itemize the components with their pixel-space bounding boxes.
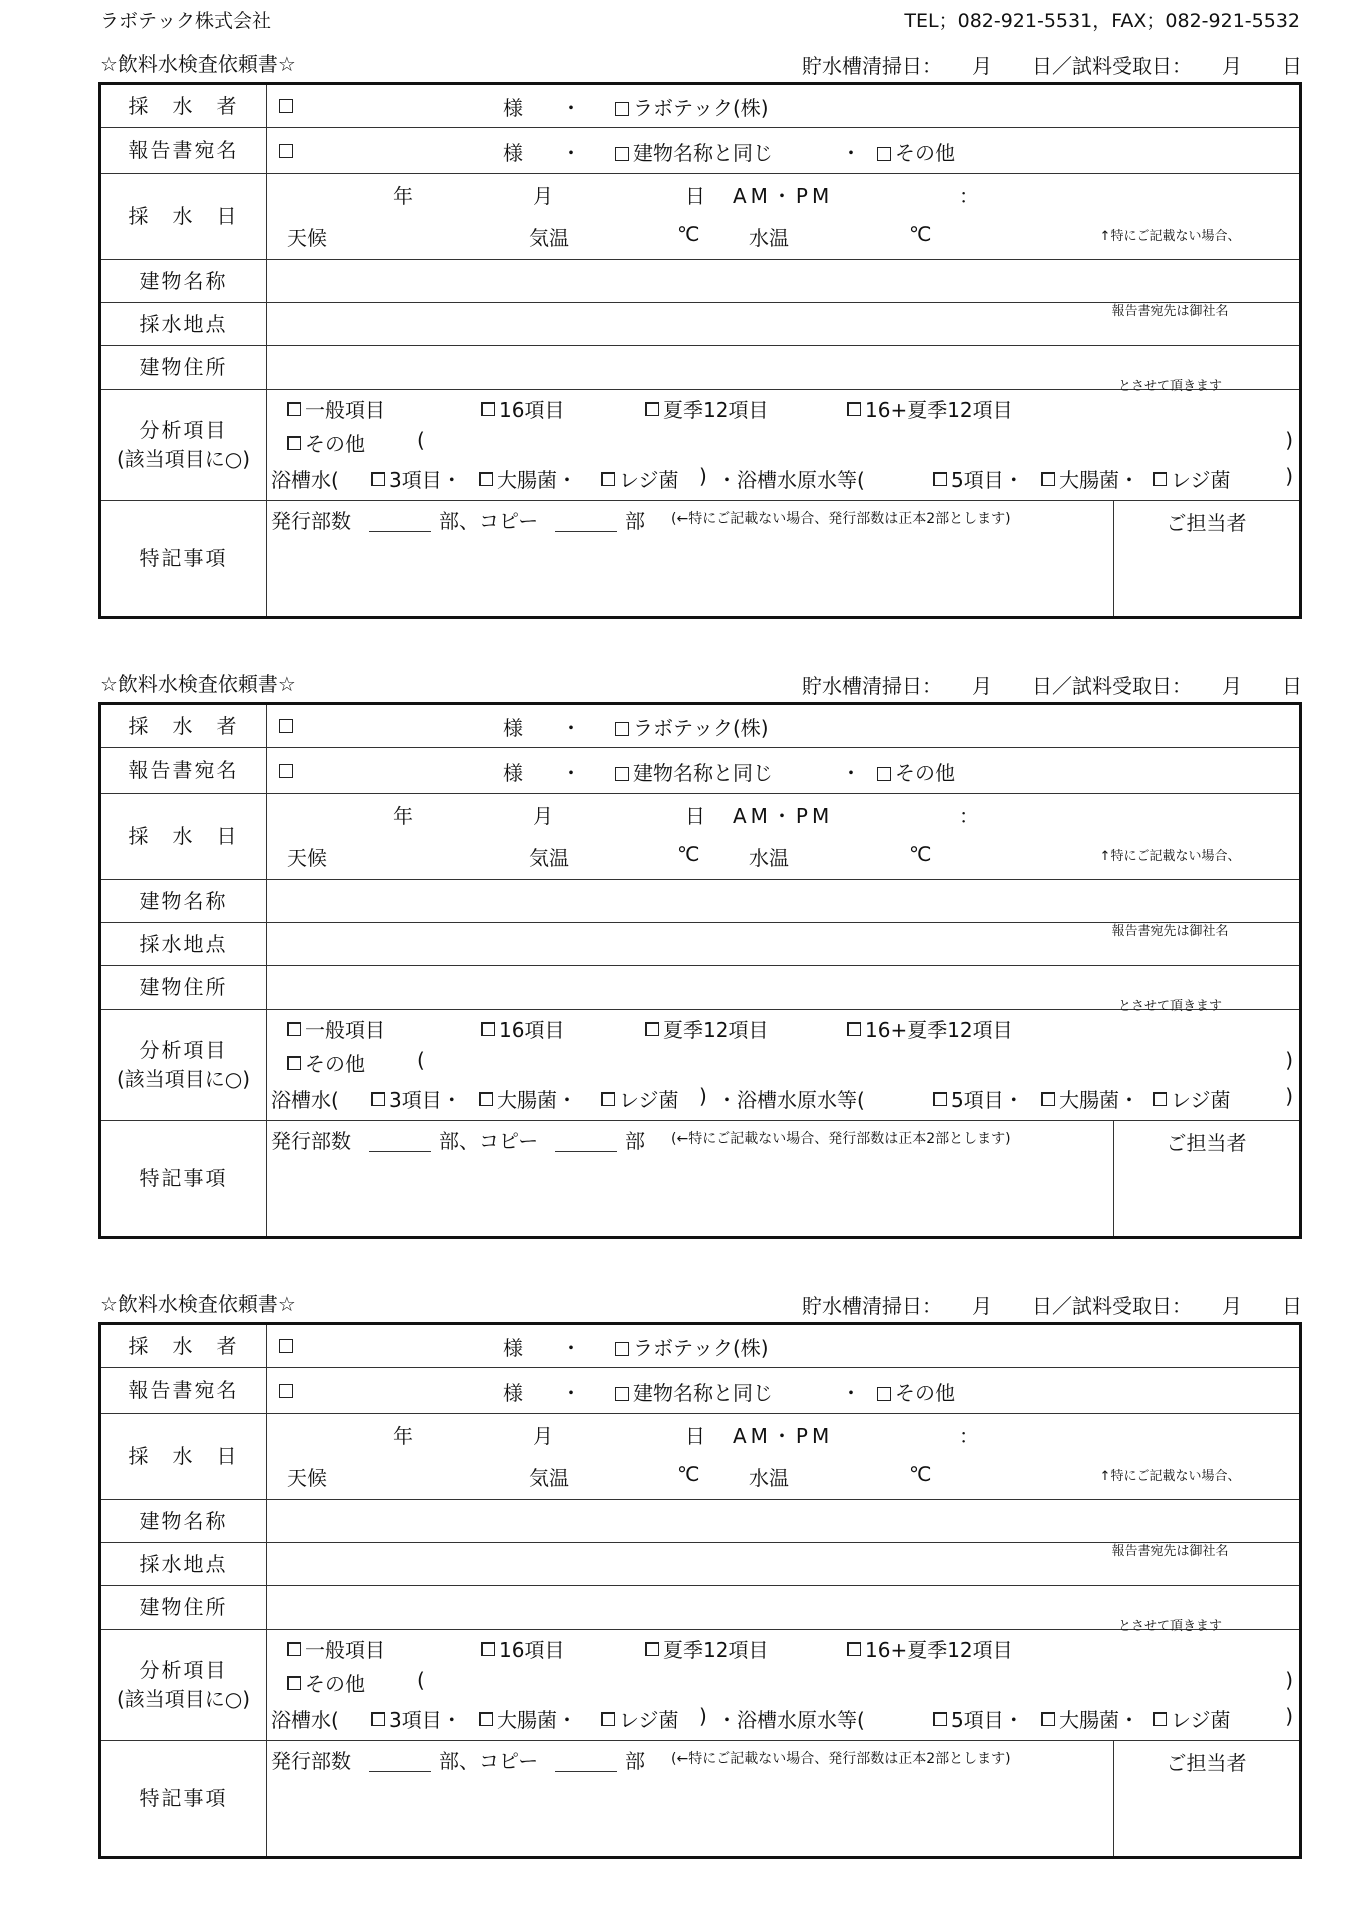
source-items5-option: 5項目・: [951, 468, 1024, 492]
form-title: ☆飲料水検査依頼書☆: [100, 52, 296, 76]
notes-row: [101, 1740, 1299, 1856]
water-temp-unit: ℃: [909, 842, 932, 866]
other-close-paren: ): [1285, 1668, 1293, 1692]
building-name-input[interactable]: [267, 1500, 1299, 1542]
sampling-date-label: 採 水 日: [101, 794, 267, 879]
copies-unit: 部、コピー: [439, 1749, 539, 1773]
sampling-point-row: [101, 302, 1299, 345]
person-in-charge-cell[interactable]: [1113, 1741, 1299, 1856]
same-as-building-checkbox[interactable]: [615, 1387, 629, 1401]
bath-water-label: 浴槽水(: [271, 468, 339, 492]
same-as-building-checkbox[interactable]: [615, 147, 629, 161]
report-default-note: ↑特にご記載ない場合、 報告書宛先は御社名 とさせて頂きます: [1099, 229, 1241, 394]
copies-label: 発行部数: [271, 1749, 351, 1773]
source-legionella-checkbox[interactable]: [1153, 1712, 1167, 1726]
sampler-row: [101, 85, 1299, 127]
sampler-sama: 様: [503, 96, 523, 120]
copy-count-input[interactable]: [555, 1129, 617, 1152]
source-ecoli-option: 大腸菌・: [1059, 468, 1139, 492]
cleaning-receipt-dates: 貯水槽清掃日： 月 日／試料受取日： 月 日: [802, 1294, 1302, 1318]
items16-summer12-option: 16+夏季12項目: [865, 1638, 1013, 1662]
air-temp-unit: ℃: [677, 222, 700, 246]
copies-hint: (←特にご記載ない場合、発行部数は正本2部とします): [671, 1131, 1011, 1147]
month-field: 月: [533, 804, 553, 828]
copies-unit: 部、コピー: [439, 1129, 539, 1153]
request-form: [98, 44, 1302, 619]
bath-water-label: 浴槽水(: [271, 1088, 339, 1112]
general-items-checkbox[interactable]: [287, 1642, 301, 1656]
sampler-dot: ・: [561, 96, 581, 120]
sampler-label: 採 水 者: [101, 85, 267, 127]
sampler-dot: ・: [561, 716, 581, 740]
person-in-charge-cell[interactable]: [1113, 1121, 1299, 1236]
cleaning-receipt-dates: 貯水槽清掃日： 月 日／試料受取日： 月 日: [802, 674, 1302, 698]
items16-option: 16項目: [499, 1018, 565, 1042]
bath-ecoli-option: 大腸菌・: [497, 468, 577, 492]
sampling-point-input[interactable]: [267, 923, 1299, 965]
items16-checkbox[interactable]: [481, 1022, 495, 1036]
report-other-checkbox[interactable]: [877, 1387, 891, 1401]
building-name-label: 建物名称: [101, 1500, 267, 1542]
sampler-name-checkbox[interactable]: [279, 1339, 293, 1353]
bath-source-label: ・浴槽水原水等(: [717, 1708, 865, 1732]
year-field: 年: [393, 184, 413, 208]
bath-source-label: ・浴槽水原水等(: [717, 1088, 865, 1112]
analysis-other-checkbox[interactable]: [287, 1056, 301, 1070]
bath-items3-option: 3項目・: [389, 1088, 462, 1112]
sampler-row: [101, 705, 1299, 747]
report-other-option: その他: [895, 761, 955, 785]
building-address-input[interactable]: [267, 966, 1299, 1009]
copy-count-input[interactable]: [555, 509, 617, 532]
sampling-date-label: 採 水 日: [101, 1414, 267, 1499]
person-in-charge-label: ご担当者: [1166, 511, 1247, 535]
building-name-input[interactable]: [267, 260, 1299, 302]
form-grid: [98, 702, 1302, 1239]
bath-legionella-option: レジ菌: [619, 1708, 679, 1732]
bath-legionella-option: レジ菌: [619, 468, 679, 492]
summer12-option: 夏季12項目: [663, 1018, 769, 1042]
source-items5-checkbox[interactable]: [933, 1712, 947, 1726]
report-dot: ・: [561, 1381, 581, 1405]
sampler-name-checkbox[interactable]: [279, 99, 293, 113]
building-address-label: 建物住所: [101, 1586, 267, 1629]
source-ecoli-option: 大腸菌・: [1059, 1708, 1139, 1732]
other-close-paren: ): [1285, 1048, 1293, 1072]
source-items5-option: 5項目・: [951, 1088, 1024, 1112]
source-ecoli-checkbox[interactable]: [1041, 1712, 1055, 1726]
air-temp-unit: ℃: [677, 1462, 700, 1486]
building-name-input[interactable]: [267, 880, 1299, 922]
building-name-label: 建物名称: [101, 880, 267, 922]
report-sama: 様: [503, 761, 523, 785]
bath-items3-option: 3項目・: [389, 1708, 462, 1732]
sampling-point-input[interactable]: [267, 1543, 1299, 1585]
same-as-building-option: 建物名称と同じ: [633, 1381, 773, 1405]
items16-summer12-checkbox[interactable]: [847, 1022, 861, 1036]
analysis-other-option: その他: [305, 432, 365, 456]
bath-items3-checkbox[interactable]: [371, 1092, 385, 1106]
analysis-other-checkbox[interactable]: [287, 1676, 301, 1690]
bath-close-paren: ): [699, 1704, 707, 1728]
general-items-option: 一般項目: [305, 1018, 385, 1042]
analysis-other-option: その他: [305, 1052, 365, 1076]
source-ecoli-option: 大腸菌・: [1059, 1088, 1139, 1112]
source-items5-checkbox[interactable]: [933, 1092, 947, 1106]
bath-items3-checkbox[interactable]: [371, 1712, 385, 1726]
other-open-paren: (: [417, 428, 425, 452]
labotech-option: ラボテック(株): [633, 716, 769, 740]
items16-summer12-checkbox[interactable]: [847, 402, 861, 416]
water-temp-unit: ℃: [909, 222, 932, 246]
report-other-checkbox[interactable]: [877, 767, 891, 781]
report-row: [101, 747, 1299, 793]
labotech-checkbox[interactable]: [615, 1342, 629, 1356]
summer12-checkbox[interactable]: [645, 402, 659, 416]
building-address-input[interactable]: [267, 1586, 1299, 1629]
form-grid: [98, 82, 1302, 619]
general-items-checkbox[interactable]: [287, 402, 301, 416]
general-items-option: 一般項目: [305, 1638, 385, 1662]
sampler-name-checkbox[interactable]: [279, 719, 293, 733]
bath-close-paren: ): [699, 464, 707, 488]
source-legionella-option: レジ菌: [1171, 468, 1231, 492]
time-colon: ：: [959, 184, 979, 208]
sampling-date-label: 採 水 日: [101, 174, 267, 259]
labotech-checkbox[interactable]: [615, 722, 629, 736]
company-name: ラボテック株式会社: [100, 10, 272, 32]
form-title: ☆飲料水検査依頼書☆: [100, 672, 296, 696]
bath-ecoli-checkbox[interactable]: [479, 472, 493, 486]
report-row: [101, 1367, 1299, 1413]
analysis-label: 分析項目 (該当項目に○): [101, 1010, 267, 1120]
report-dot: ・: [561, 761, 581, 785]
source-close-paren: ): [1285, 464, 1293, 488]
sampler-dot: ・: [561, 1336, 581, 1360]
copy-unit: 部: [625, 1129, 645, 1153]
other-close-paren: ): [1285, 428, 1293, 452]
bath-ecoli-option: 大腸菌・: [497, 1088, 577, 1112]
copies-hint: (←特にご記載ない場合、発行部数は正本2部とします): [671, 511, 1011, 527]
contact-info: TEL；082-921-5531，FAX；082-921-5532: [904, 10, 1300, 32]
report-label: 報告書宛名: [101, 1368, 267, 1413]
bath-legionella-option: レジ菌: [619, 1088, 679, 1112]
cleaning-receipt-dates: 貯水槽清掃日： 月 日／試料受取日： 月 日: [802, 54, 1302, 78]
other-open-paren: (: [417, 1048, 425, 1072]
person-in-charge-label: ご担当者: [1166, 1131, 1247, 1155]
copy-count-input[interactable]: [555, 1749, 617, 1772]
general-items-option: 一般項目: [305, 398, 385, 422]
same-as-building-option: 建物名称と同じ: [633, 761, 773, 785]
analysis-row: [101, 1629, 1299, 1740]
bath-ecoli-option: 大腸菌・: [497, 1708, 577, 1732]
sampling-point-row: [101, 1542, 1299, 1585]
day-field: 日: [685, 184, 705, 208]
sampling-point-label: 採水地点: [101, 923, 267, 965]
sampler-row: [101, 1325, 1299, 1367]
form-title: ☆飲料水検査依頼書☆: [100, 1292, 296, 1316]
report-other-option: その他: [895, 141, 955, 165]
copies-unit: 部、コピー: [439, 509, 539, 533]
report-name-checkbox[interactable]: [279, 764, 293, 778]
form-grid: [98, 1322, 1302, 1859]
notes-row: [101, 1120, 1299, 1236]
report-label: 報告書宛名: [101, 748, 267, 793]
request-form: [98, 1284, 1302, 1859]
source-close-paren: ): [1285, 1084, 1293, 1108]
copies-count-input[interactable]: [369, 1749, 431, 1772]
page-header: [100, 6, 1300, 36]
year-field: 年: [393, 1424, 413, 1448]
copies-hint: (←特にご記載ない場合、発行部数は正本2部とします): [671, 1751, 1011, 1767]
year-field: 年: [393, 804, 413, 828]
time-colon: ：: [959, 1424, 979, 1448]
sampling-point-row: [101, 922, 1299, 965]
items16-option: 16項目: [499, 1638, 565, 1662]
report-name-checkbox[interactable]: [279, 1384, 293, 1398]
report-dot: ・: [561, 141, 581, 165]
day-field: 日: [685, 804, 705, 828]
bath-items3-option: 3項目・: [389, 468, 462, 492]
analysis-label: 分析項目 (該当項目に○): [101, 1630, 267, 1740]
items16-summer12-option: 16+夏季12項目: [865, 398, 1013, 422]
items16-summer12-option: 16+夏季12項目: [865, 1018, 1013, 1042]
weather-field: 天候: [287, 1466, 327, 1490]
bath-water-label: 浴槽水(: [271, 1708, 339, 1732]
sampling-point-label: 採水地点: [101, 303, 267, 345]
water-temp-field: 水温: [749, 1466, 789, 1490]
items16-option: 16項目: [499, 398, 565, 422]
source-legionella-option: レジ菌: [1171, 1088, 1231, 1112]
building-address-label: 建物住所: [101, 966, 267, 1009]
summer12-checkbox[interactable]: [645, 1022, 659, 1036]
analysis-label: 分析項目 (該当項目に○): [101, 390, 267, 500]
sampler-sama: 様: [503, 1336, 523, 1360]
source-legionella-checkbox[interactable]: [1153, 472, 1167, 486]
bath-legionella-checkbox[interactable]: [601, 472, 615, 486]
building-name-row: [101, 1499, 1299, 1542]
water-temp-field: 水温: [749, 226, 789, 250]
bath-ecoli-checkbox[interactable]: [479, 1712, 493, 1726]
report-default-note: ↑特にご記載ない場合、 報告書宛先は御社名 とさせて頂きます: [1099, 849, 1241, 1014]
air-temp-field: 気温: [529, 846, 569, 870]
report-dot-2: ・: [841, 761, 861, 785]
water-temp-field: 水温: [749, 846, 789, 870]
analysis-row: [101, 1009, 1299, 1120]
notes-label: 特記事項: [101, 1741, 267, 1856]
building-name-row: [101, 259, 1299, 302]
same-as-building-checkbox[interactable]: [615, 767, 629, 781]
copies-count-input[interactable]: [369, 1129, 431, 1152]
items16-summer12-checkbox[interactable]: [847, 1642, 861, 1656]
month-field: 月: [533, 184, 553, 208]
source-ecoli-checkbox[interactable]: [1041, 472, 1055, 486]
air-temp-field: 気温: [529, 1466, 569, 1490]
building-name-row: [101, 879, 1299, 922]
source-legionella-option: レジ菌: [1171, 1708, 1231, 1732]
day-field: 日: [685, 1424, 705, 1448]
building-address-row: [101, 345, 1299, 389]
notes-row: [101, 500, 1299, 616]
time-colon: ：: [959, 804, 979, 828]
bath-items3-checkbox[interactable]: [371, 472, 385, 486]
items16-checkbox[interactable]: [481, 402, 495, 416]
sampler-label: 採 水 者: [101, 705, 267, 747]
building-address-input[interactable]: [267, 346, 1299, 389]
am-pm-field: AM・PM: [733, 184, 834, 208]
copy-unit: 部: [625, 1749, 645, 1773]
report-sama: 様: [503, 1381, 523, 1405]
report-other-checkbox[interactable]: [877, 147, 891, 161]
labotech-checkbox[interactable]: [615, 102, 629, 116]
air-temp-unit: ℃: [677, 842, 700, 866]
month-field: 月: [533, 1424, 553, 1448]
report-other-option: その他: [895, 1381, 955, 1405]
request-form: [98, 664, 1302, 1239]
report-name-checkbox[interactable]: [279, 144, 293, 158]
am-pm-field: AM・PM: [733, 1424, 834, 1448]
copies-count-input[interactable]: [369, 509, 431, 532]
bath-legionella-checkbox[interactable]: [601, 1092, 615, 1106]
notes-label: 特記事項: [101, 501, 267, 616]
items16-checkbox[interactable]: [481, 1642, 495, 1656]
notes-label: 特記事項: [101, 1121, 267, 1236]
bath-source-label: ・浴槽水原水等(: [717, 468, 865, 492]
other-open-paren: (: [417, 1668, 425, 1692]
summer12-option: 夏季12項目: [663, 398, 769, 422]
person-in-charge-label: ご担当者: [1166, 1751, 1247, 1775]
bath-close-paren: ): [699, 1084, 707, 1108]
building-address-row: [101, 1585, 1299, 1629]
sampler-label: 採 水 者: [101, 1325, 267, 1367]
analysis-row: [101, 389, 1299, 500]
report-label: 報告書宛名: [101, 128, 267, 173]
sampling-point-label: 採水地点: [101, 1543, 267, 1585]
building-address-row: [101, 965, 1299, 1009]
general-items-checkbox[interactable]: [287, 1022, 301, 1036]
analysis-other-option: その他: [305, 1672, 365, 1696]
source-ecoli-checkbox[interactable]: [1041, 1092, 1055, 1106]
report-row: [101, 127, 1299, 173]
same-as-building-option: 建物名称と同じ: [633, 141, 773, 165]
source-items5-option: 5項目・: [951, 1708, 1024, 1732]
am-pm-field: AM・PM: [733, 804, 834, 828]
building-address-label: 建物住所: [101, 346, 267, 389]
sampling-point-input[interactable]: [267, 303, 1299, 345]
copies-label: 発行部数: [271, 509, 351, 533]
labotech-option: ラボテック(株): [633, 1336, 769, 1360]
bath-legionella-checkbox[interactable]: [601, 1712, 615, 1726]
person-in-charge-cell[interactable]: [1113, 501, 1299, 616]
report-sama: 様: [503, 141, 523, 165]
labotech-option: ラボテック(株): [633, 96, 769, 120]
report-default-note: ↑特にご記載ない場合、 報告書宛先は御社名 とさせて頂きます: [1099, 1469, 1241, 1634]
water-temp-unit: ℃: [909, 1462, 932, 1486]
summer12-option: 夏季12項目: [663, 1638, 769, 1662]
report-dot-2: ・: [841, 1381, 861, 1405]
source-items5-checkbox[interactable]: [933, 472, 947, 486]
sampler-sama: 様: [503, 716, 523, 740]
weather-field: 天候: [287, 226, 327, 250]
copy-unit: 部: [625, 509, 645, 533]
source-legionella-checkbox[interactable]: [1153, 1092, 1167, 1106]
building-name-label: 建物名称: [101, 260, 267, 302]
source-close-paren: ): [1285, 1704, 1293, 1728]
report-dot-2: ・: [841, 141, 861, 165]
copies-label: 発行部数: [271, 1129, 351, 1153]
bath-ecoli-checkbox[interactable]: [479, 1092, 493, 1106]
air-temp-field: 気温: [529, 226, 569, 250]
weather-field: 天候: [287, 846, 327, 870]
summer12-checkbox[interactable]: [645, 1642, 659, 1656]
analysis-other-checkbox[interactable]: [287, 436, 301, 450]
